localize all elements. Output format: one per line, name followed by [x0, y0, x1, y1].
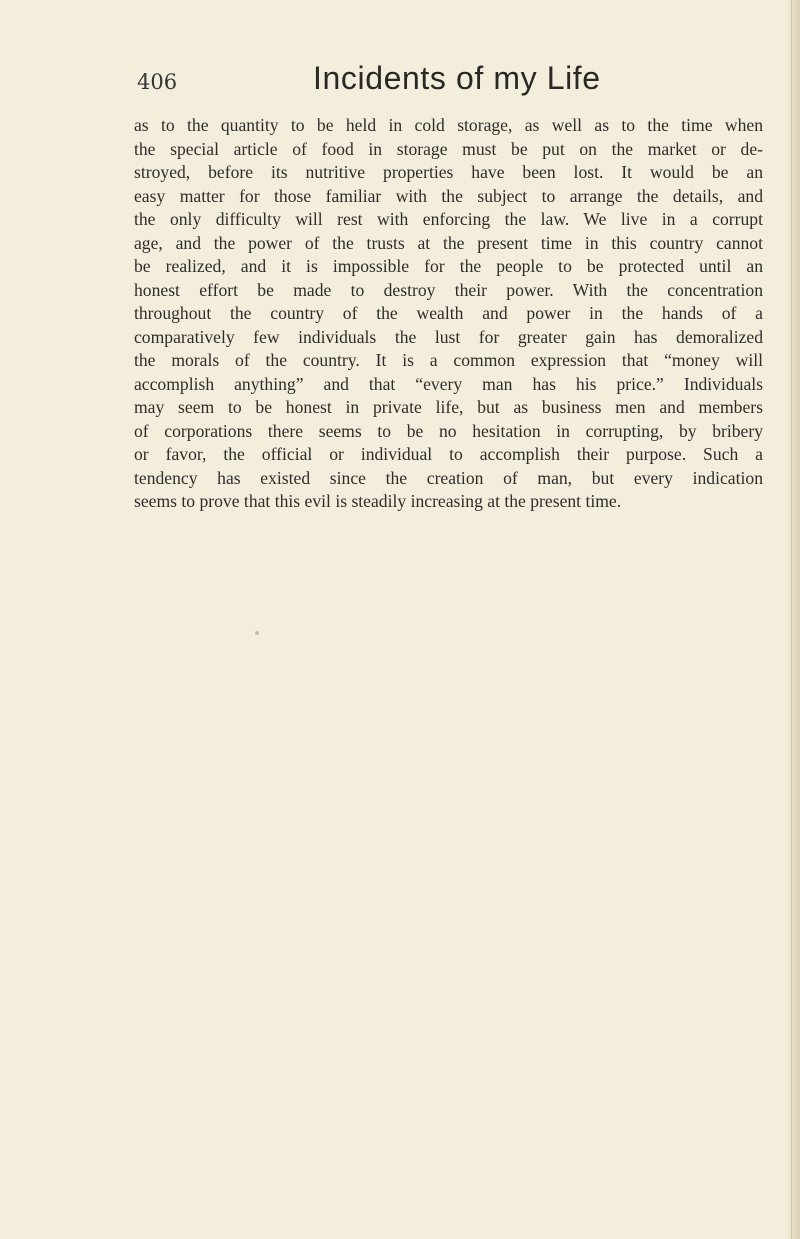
text-line: or favor, the official or individual to accomplish their purpose. Such a: [134, 444, 763, 464]
text-line: easy matter for those familiar with the subject to arrange the details, and: [134, 185, 763, 206]
page-number: 406: [137, 70, 178, 94]
text-line: throughout the country of the wealth and power in the hands of a: [134, 303, 763, 323]
text-line: stroyed, before its nutritive properties have been lost. It would be an: [134, 162, 763, 182]
text-line: the only difficulty will rest with enforcing the law. We live in a corrupt: [134, 209, 763, 229]
text-line: accomplish anything” and that “every man has his price.” Individuals: [134, 373, 763, 394]
text-line: be realized, and it is impossible for the people to be protected until an: [134, 256, 763, 276]
page-edge-shadow: [786, 0, 800, 1239]
text-line: as to the quantity to be held in cold storage, as well as to the time when: [134, 115, 763, 135]
text-line: the morals of the country. It is a common expression that “money will: [134, 350, 763, 370]
text-line: honest effort be made to destroy their power. With the concentration: [134, 279, 763, 300]
text-line-last: seems to prove that this evil is steadily increasing at the present time.: [134, 491, 622, 511]
text-line: tendency has existed since the creation of man, but every indication: [134, 467, 763, 488]
page-edge-line: [791, 0, 792, 1239]
text-line: comparatively few individuals the lust for greater gain has demoralized: [134, 326, 763, 347]
text-line: of corporations there seems to be no hesitation in corrupting, by bribery: [134, 420, 763, 441]
text-line: may seem to be honest in private life, but as business men and members: [134, 397, 763, 417]
running-title: Incidents of my Life: [313, 60, 601, 96]
paper-speck: [255, 631, 259, 635]
running-head: [133, 60, 763, 104]
text-line: age, and the power of the trusts at the present time in this country cannot: [134, 232, 763, 253]
text-line: the special article of food in storage must be put on the market or de-: [134, 138, 763, 159]
body-paragraph: [134, 114, 763, 514]
